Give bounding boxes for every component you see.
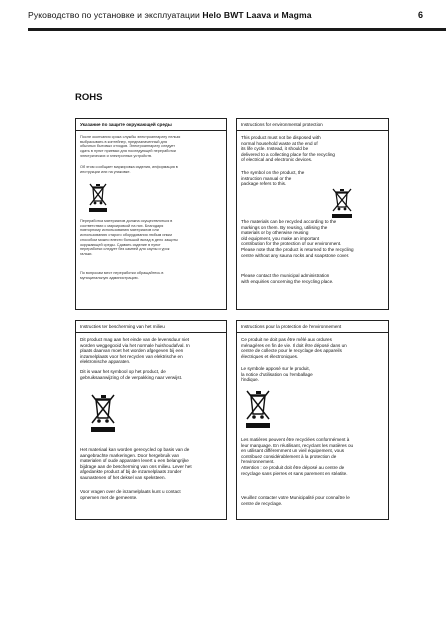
box-paragraph: Dit product mag aan het einde van de levensduur niet worden weggegooid via het normale huishoudafval. In plaats daarvan moet het worden afgegeven bij een inzamelplaats voor het recyclen van elektrische en elektronische apparaten. <box>80 337 190 365</box>
notice-box-russian <box>75 118 227 310</box>
box-paragraph: После окончания срока службы электроаппарату нельзя выбрасывать в контейнер, предназначенный для обычных бытовых отходов. Электроаппарату следует сдать в пункт приемки для последующей переработки электрических и электронных устройств. <box>80 135 181 158</box>
box-title: Instructies ter bescherming van het milieu <box>76 321 226 333</box>
box-paragraph: Переработка материалов должна осуществляться в соответствии с маркировкой на них. Благодаря повторному использованию материалов или использованию старого оборудования любым иным способом можно внести большой вклад в дело защиты окружающей среды. Сдавать изделие в пункт переработки следует без камней для сауны и урок гальки. <box>80 219 178 256</box>
box-paragraph: Het materiaal kan worden gerecycled op basis van de aangebrachte markeringen. Door hergebruik van materialen of oude apparaten levert u een belangrijke bijdrage aan de bescherming van ons milieu. Lever het afgedankte product af bij de inzamelplaats zonder saunastenen of het deksel van speksteen. <box>80 447 192 480</box>
box-paragraph: Veuillez contacter votre Municipalité pour connaître le centre de recyclage. <box>241 495 350 506</box>
notice-box-english <box>236 118 389 310</box>
box-title: Указание по защите окружающей среды <box>76 119 226 131</box>
box-paragraph: Please contact the municipal administration with enquiries concerning the recycling place. <box>241 273 334 284</box>
box-paragraph: Об этом сообщает маркировка изделия, информация в инструкции или на упаковке. <box>80 165 178 174</box>
box-title: Instructions for environmental protection <box>237 119 388 131</box>
box-paragraph: Dit is waar het symbool op het product, de gebruiksaanwijzing of de verpakking naar verwijst. <box>80 369 183 380</box>
header-title <box>28 10 312 20</box>
header-title-plain: Руководство по установке и эксплуатации <box>28 10 203 20</box>
section-title: ROHS <box>75 92 103 103</box>
notice-box-dutch <box>75 320 227 520</box>
crossed-out-wheelie-bin-icon <box>245 389 271 429</box>
box-paragraph: The materials can be recycled according to the markings on them. By reusing, utilising the materials or by otherwise reusing old equipment, you make an important contribution for the protection of our environment. Please note that the product is returned to the recycling centre without any sauna rocks and soapstone cover. <box>241 219 354 258</box>
box-title: Instructions pour la protection de l'environnement <box>237 321 388 333</box>
header-divider <box>28 28 446 31</box>
box-paragraph: Les matières peuvent être recyclées conformément à leur marquage. En réutilisant, recyclant les matières ou en utilisant différemment un vieil équipement, vous contribuez considérablement à la protection de l'environnement. Attention : ce produit doit être déposé au centre de recyclage sans pierres et sans parement en stéatite. <box>241 437 354 476</box>
box-paragraph: This product must not be disposed with normal household waste at the end of its life cycle. Instead, it should be delivered to a collecting place for the recycling of electrical and electronic devices. <box>241 135 335 163</box>
box-paragraph: The symbol on the product, the instruction manual or the package refers to this. <box>241 170 305 187</box>
box-paragraph: Le symbole apposé sur le produit, la notice d'utilisation ou l'emballage l'indique. <box>241 366 313 383</box>
box-paragraph: Ce produit ne doit pas être mêlé aux ordures ménagères en fin de vie. Il doit être déposé dans un centre de collecte pour le recyclage des appareils électriques et électroniques. <box>241 337 347 359</box>
page-number: 6 <box>418 10 424 20</box>
box-paragraph: По вопросам мест переработки обращайтесь в муниципальную администрацию. <box>80 271 164 280</box>
crossed-out-wheelie-bin-icon <box>88 182 108 213</box>
header-title-bold: Helo BWT Laava и Magma <box>202 10 312 20</box>
crossed-out-wheelie-bin-icon <box>90 393 116 433</box>
notice-box-french <box>236 320 389 520</box>
crossed-out-wheelie-bin-icon <box>331 187 353 219</box>
box-paragraph: Voor vragen over de inzamelplaats kunt u contact opnemen met de gemeente. <box>80 489 181 500</box>
